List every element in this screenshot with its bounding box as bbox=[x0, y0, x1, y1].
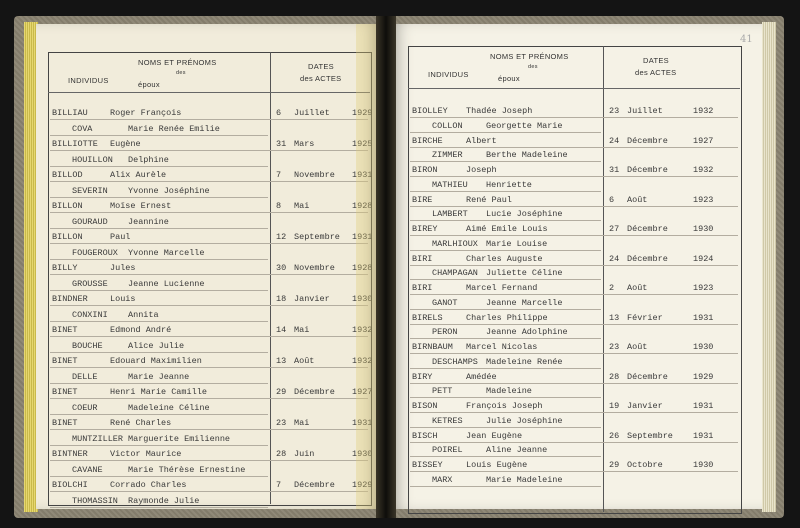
header-names-epoux: époux bbox=[138, 80, 160, 89]
ruled-line bbox=[410, 235, 738, 236]
wife-given-names: Marie Jeanne bbox=[128, 371, 190, 382]
wife-given-names: Marguerite Emilienne bbox=[128, 433, 231, 444]
page-number: 41 bbox=[740, 34, 753, 45]
act-year: 1927 bbox=[693, 135, 714, 146]
act-year: 1929 bbox=[352, 480, 373, 490]
wife-given-names: Annita bbox=[128, 309, 159, 320]
wife-given-names: Madeleine Céline bbox=[128, 402, 210, 413]
husband-surname: BIRCHE bbox=[412, 135, 443, 146]
ruled-line bbox=[410, 176, 738, 177]
ruled-line bbox=[410, 427, 601, 428]
act-day: 7 bbox=[276, 170, 282, 180]
husband-given-names: Roger François bbox=[110, 108, 182, 118]
husband-surname: BINET bbox=[52, 325, 78, 335]
act-month: Novembre bbox=[294, 263, 335, 273]
ruled-line bbox=[410, 220, 601, 221]
wife-surname: KETRES bbox=[432, 415, 463, 426]
act-month: Août bbox=[627, 194, 648, 205]
wife-surname: COVA bbox=[72, 123, 93, 134]
act-day: 6 bbox=[276, 108, 282, 118]
husband-given-names: Aimé Emile Louis bbox=[466, 224, 548, 234]
act-year: 1932 bbox=[352, 356, 373, 366]
husband-surname: BIRELS bbox=[412, 312, 443, 323]
husband-surname: BINET bbox=[52, 356, 78, 366]
wife-given-names: Jeanne Marcelle bbox=[486, 297, 563, 308]
act-day: 26 bbox=[609, 430, 620, 441]
header-names-epoux: époux bbox=[498, 74, 520, 83]
act-month: Janvier bbox=[627, 401, 663, 411]
ruled-line bbox=[410, 294, 738, 295]
ruled-line bbox=[410, 397, 601, 398]
husband-surname: BISON bbox=[412, 401, 438, 411]
wife-surname: LAMBERT bbox=[432, 209, 468, 220]
right-page bbox=[390, 24, 762, 509]
wife-surname: PERON bbox=[432, 327, 458, 338]
husband-surname: BILLIAU bbox=[52, 108, 88, 118]
ruled-line bbox=[50, 476, 268, 477]
act-day: 12 bbox=[276, 232, 287, 242]
ruled-line bbox=[410, 117, 738, 118]
act-day: 24 bbox=[609, 253, 620, 264]
husband-given-names: Charles Philippe bbox=[466, 312, 548, 323]
wife-given-names: Juliette Céline bbox=[486, 268, 563, 279]
header-dates-sub: des ACTES bbox=[300, 74, 342, 83]
wife-given-names: Aline Jeanne bbox=[486, 445, 548, 456]
husband-surname: BINDNER bbox=[52, 294, 88, 304]
wife-surname: GOURAUD bbox=[72, 216, 108, 227]
act-year: 1930 bbox=[693, 460, 714, 470]
act-year: 1931 bbox=[693, 430, 714, 441]
act-year: 1925 bbox=[352, 139, 373, 149]
act-month: Novembre bbox=[294, 170, 335, 180]
husband-given-names: Joseph bbox=[466, 165, 497, 175]
ruled-line bbox=[50, 119, 368, 120]
wife-given-names: Madeleine bbox=[486, 386, 532, 397]
wife-surname: MARX bbox=[432, 474, 453, 485]
act-month: Août bbox=[627, 283, 648, 293]
act-day: 6 bbox=[609, 194, 615, 205]
wife-given-names: Jeannine bbox=[128, 216, 169, 227]
ruled-line bbox=[410, 442, 738, 443]
ruled-line bbox=[50, 150, 368, 151]
wife-given-names: Julie Joséphine bbox=[486, 415, 563, 426]
act-year: 1931 bbox=[352, 170, 373, 180]
act-year: 1930 bbox=[693, 342, 714, 352]
husband-surname: BIRY bbox=[412, 371, 433, 382]
act-day: 29 bbox=[609, 460, 620, 470]
wife-surname: SEVERIN bbox=[72, 185, 108, 196]
act-month: Août bbox=[627, 342, 648, 352]
act-year: 1924 bbox=[693, 253, 714, 264]
act-day: 28 bbox=[276, 449, 287, 459]
ruled-line bbox=[50, 274, 368, 275]
ruled-line bbox=[410, 191, 601, 192]
ruled-line bbox=[410, 456, 601, 457]
header-names-individus: INDIVIDUS bbox=[68, 76, 109, 85]
act-day: 24 bbox=[609, 135, 620, 146]
husband-given-names: Jean Eugène bbox=[466, 430, 523, 441]
act-year: 1923 bbox=[693, 194, 714, 205]
ruled-line bbox=[50, 491, 368, 492]
act-year: 1931 bbox=[352, 418, 373, 428]
act-year: 1932 bbox=[352, 325, 373, 335]
husband-surname: BIRNBAUM bbox=[412, 342, 453, 352]
wife-given-names: Alice Julie bbox=[128, 340, 185, 351]
husband-given-names: Jules bbox=[110, 263, 136, 273]
husband-given-names: Victor Maurice bbox=[110, 449, 182, 459]
act-month: Septembre bbox=[627, 430, 673, 441]
ruled-line bbox=[50, 181, 368, 182]
wife-given-names: Berthe Madeleine bbox=[486, 150, 568, 161]
husband-given-names: Eugène bbox=[110, 139, 141, 149]
husband-given-names: Henri Marie Camille bbox=[110, 387, 207, 397]
ruled-line bbox=[50, 166, 268, 167]
wife-surname: CHAMPAGAN bbox=[432, 268, 478, 279]
act-year: 1928 bbox=[352, 201, 373, 211]
husband-surname: BIRI bbox=[412, 253, 433, 264]
wife-surname: COLLON bbox=[432, 120, 463, 131]
ruled-line bbox=[410, 471, 738, 472]
ruled-line bbox=[50, 197, 268, 198]
act-day: 23 bbox=[276, 418, 287, 428]
act-day: 18 bbox=[276, 294, 287, 304]
husband-surname: BILLIOTTE bbox=[52, 139, 98, 149]
husband-given-names: René Paul bbox=[466, 194, 512, 205]
husband-given-names: Corrado Charles bbox=[110, 480, 187, 490]
husband-given-names: Edouard Maximilien bbox=[110, 356, 202, 366]
wife-given-names: Yvonne Joséphine bbox=[128, 185, 210, 196]
act-month: Janvier bbox=[294, 294, 330, 304]
act-month: Mai bbox=[294, 418, 310, 428]
ruled-line bbox=[410, 338, 601, 339]
husband-surname: BIOLLEY bbox=[412, 106, 448, 116]
husband-given-names: Amédée bbox=[466, 371, 497, 382]
ruled-line bbox=[410, 279, 601, 280]
husband-given-names: Paul bbox=[110, 232, 131, 242]
act-day: 13 bbox=[609, 312, 620, 323]
husband-given-names: Louis Eugène bbox=[466, 460, 528, 470]
wife-given-names: Raymonde Julie bbox=[128, 495, 200, 506]
header-names-title: NOMS ET PRÉNOMS bbox=[138, 58, 217, 67]
header-dates-title: DATES bbox=[308, 62, 334, 71]
husband-given-names: Louis bbox=[110, 294, 136, 304]
header-names-title: NOMS ET PRÉNOMS bbox=[490, 52, 569, 61]
act-day: 23 bbox=[609, 106, 620, 116]
wife-surname: POIREL bbox=[432, 445, 463, 456]
ruled-line bbox=[410, 324, 738, 325]
wife-surname: COEUR bbox=[72, 402, 98, 413]
husband-surname: BILLOD bbox=[52, 170, 83, 180]
ruled-line bbox=[50, 460, 368, 461]
act-month: Février bbox=[627, 312, 663, 323]
ruled-line bbox=[410, 412, 738, 413]
act-day: 2 bbox=[609, 283, 615, 293]
ruled-line bbox=[410, 383, 738, 384]
wife-surname: GANOT bbox=[432, 297, 458, 308]
act-month: Mai bbox=[294, 325, 310, 335]
act-month: Décembre bbox=[294, 480, 335, 490]
act-month: Décembre bbox=[627, 371, 668, 382]
page-edges-right bbox=[762, 22, 776, 512]
act-year: 1929 bbox=[693, 371, 714, 382]
husband-given-names: Alix Aurèle bbox=[110, 170, 167, 180]
act-day: 30 bbox=[276, 263, 287, 273]
act-day: 7 bbox=[276, 480, 282, 490]
book-gutter bbox=[376, 16, 396, 518]
act-month: Décembre bbox=[627, 165, 668, 175]
ruled-line bbox=[50, 305, 368, 306]
act-year: 1930 bbox=[352, 449, 373, 459]
husband-surname: BIRON bbox=[412, 165, 438, 175]
header-names-individus: INDIVIDUS bbox=[428, 70, 469, 79]
wife-given-names: Jeanne Adolphine bbox=[486, 327, 568, 338]
act-year: 1928 bbox=[352, 263, 373, 273]
header-divider bbox=[408, 88, 740, 89]
husband-surname: BILLON bbox=[52, 232, 83, 242]
act-month: Octobre bbox=[627, 460, 663, 470]
husband-surname: BISCH bbox=[412, 430, 438, 441]
act-month: Décembre bbox=[627, 224, 668, 234]
header-names-des: des bbox=[528, 64, 538, 70]
act-year: 1931 bbox=[693, 401, 714, 411]
wife-given-names: Marie Madeleine bbox=[486, 474, 563, 485]
wife-surname: FOUGEROUX bbox=[72, 247, 118, 258]
act-day: 14 bbox=[276, 325, 287, 335]
wife-given-names: Yvonne Marcelle bbox=[128, 247, 205, 258]
header-dates-title: DATES bbox=[643, 56, 669, 65]
husband-surname: BISSEY bbox=[412, 460, 443, 470]
wife-given-names: Georgette Marie bbox=[486, 120, 563, 131]
ruled-line bbox=[50, 398, 368, 399]
wife-given-names: Lucie Joséphine bbox=[486, 209, 563, 220]
wife-surname: CONXINI bbox=[72, 309, 108, 320]
husband-given-names: Marcel Fernand bbox=[466, 283, 538, 293]
husband-surname: BILLY bbox=[52, 263, 78, 273]
wife-given-names: Jeanne Lucienne bbox=[128, 278, 205, 289]
ruled-line bbox=[50, 352, 268, 353]
wife-surname: HOUILLON bbox=[72, 154, 113, 165]
husband-surname: BINET bbox=[52, 418, 78, 428]
ruled-line bbox=[50, 507, 268, 508]
wife-surname: DELLE bbox=[72, 371, 98, 382]
ruled-line bbox=[410, 353, 738, 354]
wife-given-names: Henriette bbox=[486, 179, 532, 190]
act-year: 1931 bbox=[352, 232, 373, 242]
husband-surname: BILLON bbox=[52, 201, 83, 211]
act-year: 1932 bbox=[693, 106, 714, 116]
husband-given-names: Marcel Nicolas bbox=[466, 342, 538, 352]
act-year: 1930 bbox=[693, 224, 714, 234]
ruled-line bbox=[410, 368, 601, 369]
act-day: 31 bbox=[609, 165, 620, 175]
header-divider bbox=[48, 92, 370, 93]
ruled-line bbox=[410, 147, 738, 148]
wife-given-names: Delphine bbox=[128, 154, 169, 165]
act-day: 29 bbox=[276, 387, 287, 397]
ruled-line bbox=[50, 367, 368, 368]
ruled-line bbox=[410, 486, 601, 487]
wife-surname: ZIMMER bbox=[432, 150, 463, 161]
husband-given-names: Edmond André bbox=[110, 325, 172, 335]
husband-surname: BINTNER bbox=[52, 449, 88, 459]
act-month: Juillet bbox=[627, 106, 663, 116]
wife-surname: PETT bbox=[432, 386, 453, 397]
wife-surname: MATHIEU bbox=[432, 179, 468, 190]
act-month: Août bbox=[294, 356, 315, 366]
husband-given-names: Albert bbox=[466, 135, 497, 146]
ruled-line bbox=[410, 161, 601, 162]
wife-surname: THOMASSIN bbox=[72, 495, 118, 506]
act-year: 1927 bbox=[352, 387, 373, 397]
act-day: 19 bbox=[609, 401, 620, 411]
wife-given-names: Marie Renée Emilie bbox=[128, 123, 220, 134]
act-year: 1931 bbox=[693, 312, 714, 323]
husband-given-names: René Charles bbox=[110, 418, 172, 428]
ruled-line bbox=[50, 383, 268, 384]
act-year: 1932 bbox=[693, 165, 714, 175]
husband-given-names: Moïse Ernest bbox=[110, 201, 172, 211]
act-day: 13 bbox=[276, 356, 287, 366]
act-month: Décembre bbox=[294, 387, 335, 397]
wife-given-names: Marie Louise bbox=[486, 238, 548, 249]
wife-surname: BOUCHE bbox=[72, 340, 103, 351]
ruled-line bbox=[50, 414, 268, 415]
ruled-line bbox=[410, 309, 601, 310]
header-names-des: des bbox=[176, 70, 186, 76]
ruled-line bbox=[50, 212, 368, 213]
wife-given-names: Marie Thérèse Ernestine bbox=[128, 464, 246, 475]
ruled-line bbox=[50, 429, 368, 430]
ruled-line bbox=[50, 135, 268, 136]
ruled-line bbox=[50, 321, 268, 322]
husband-given-names: Thadée Joseph bbox=[466, 106, 533, 116]
act-day: 8 bbox=[276, 201, 282, 211]
husband-surname: BIRE bbox=[412, 194, 433, 205]
ruled-line bbox=[50, 336, 368, 337]
wife-surname: MUNTZILLER bbox=[72, 433, 124, 444]
wife-surname: CAVANE bbox=[72, 464, 103, 475]
ruled-line bbox=[50, 445, 268, 446]
left-page bbox=[36, 24, 380, 509]
husband-given-names: Charles Auguste bbox=[466, 253, 543, 264]
act-day: 28 bbox=[609, 371, 620, 382]
ruled-line bbox=[50, 259, 268, 260]
husband-surname: BIOLCHI bbox=[52, 480, 88, 490]
act-day: 31 bbox=[276, 139, 287, 149]
header-dates-sub: des ACTES bbox=[635, 68, 677, 77]
act-day: 27 bbox=[609, 224, 620, 234]
ruled-line bbox=[50, 290, 268, 291]
act-month: Décembre bbox=[627, 253, 668, 264]
act-month: Juillet bbox=[294, 108, 330, 118]
wife-given-names: Madeleine Renée bbox=[486, 356, 563, 367]
ruled-line bbox=[410, 206, 738, 207]
husband-given-names: François Joseph bbox=[466, 401, 543, 411]
act-month: Juin bbox=[294, 449, 315, 459]
act-month: Mai bbox=[294, 201, 310, 211]
act-month: Décembre bbox=[627, 135, 668, 146]
act-month: Mars bbox=[294, 139, 315, 149]
act-month: Septembre bbox=[294, 232, 340, 242]
ruled-line bbox=[410, 265, 738, 266]
ruled-line bbox=[410, 250, 601, 251]
act-year: 1929 bbox=[352, 108, 373, 118]
wife-surname: DESCHAMPS bbox=[432, 356, 478, 367]
husband-surname: BIRI bbox=[412, 283, 433, 293]
act-year: 1930 bbox=[352, 294, 373, 304]
ruled-line bbox=[410, 132, 601, 133]
act-day: 23 bbox=[609, 342, 620, 352]
ruled-line bbox=[50, 228, 268, 229]
husband-surname: BINET bbox=[52, 387, 78, 397]
wife-surname: GROUSSE bbox=[72, 278, 108, 289]
act-year: 1923 bbox=[693, 283, 714, 293]
ruled-line bbox=[50, 243, 368, 244]
husband-surname: BIREY bbox=[412, 224, 438, 234]
wife-surname: MARLHIOUX bbox=[432, 238, 478, 249]
